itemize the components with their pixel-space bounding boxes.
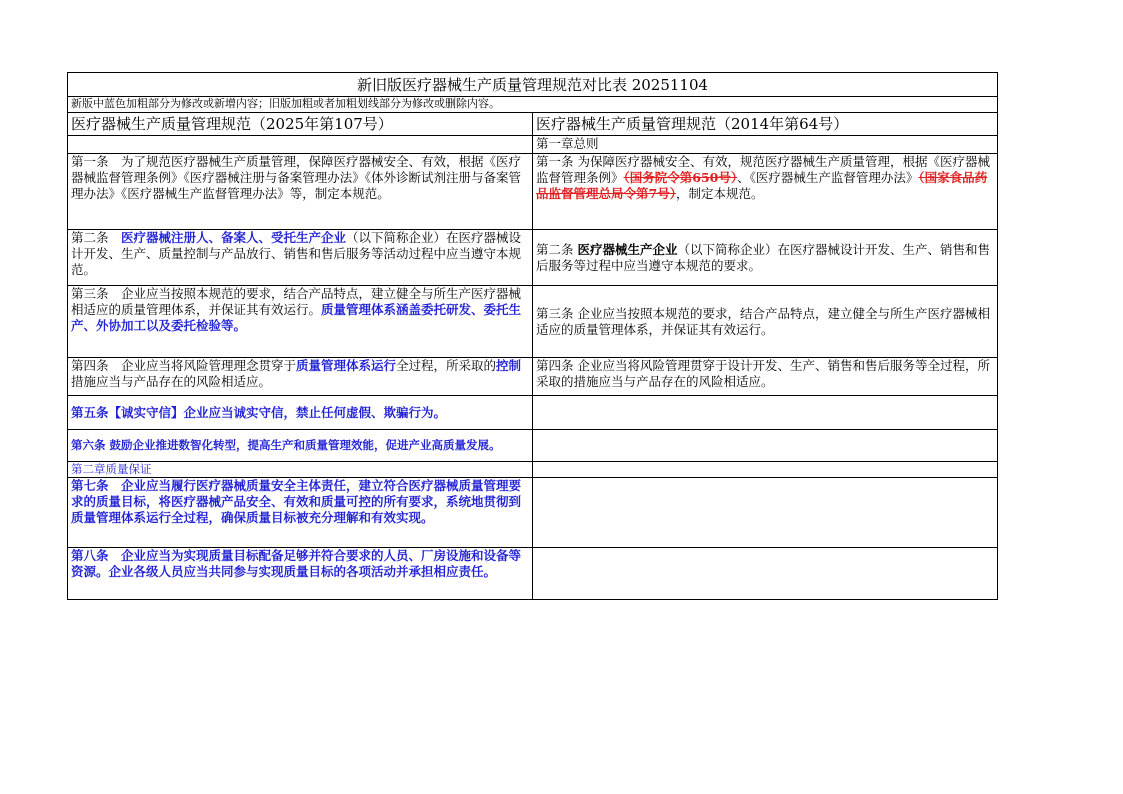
new-article-6: 第六条 鼓励企业推进数智化转型，提高生产和质量管理效能，促进产业高质量发展。 <box>68 430 533 462</box>
old-article-3: 第三条 企业应当按照本规范的要求，结合产品特点，建立健全与所生产医疗器械相适应的质量管理体系，并保证其有效运行。 <box>533 286 998 358</box>
old-empty-cell <box>533 478 998 548</box>
old-chapter1-title: 第一章总则 <box>533 136 998 154</box>
deleted-text: （国务院令第650号） <box>623 170 738 185</box>
new-article-8: 第八条 企业应当为实现质量目标配备足够并符合要求的人员、厂房设施和设备等资源。企业各级人员应当共同参与实现质量目标的各项活动并承担相应责任。 <box>68 548 533 600</box>
new-article-3: 第三条 企业应当按照本规范的要求，结合产品特点，建立健全与所生产医疗器械相适应的质量管理体系，并保证其有效运行。质量管理体系涵盖委托研发、委托生产、外协加工以及委托检验等。 <box>68 286 533 358</box>
modified-text: 质量管理体系运行 <box>296 358 397 373</box>
new-chapter1-cell <box>68 136 533 154</box>
new-article-4: 第四条 企业应当将风险管理理念贯穿于质量管理体系运行全过程，所采取的控制措施应当与产品存在的风险相适应。 <box>68 358 533 396</box>
table-title: 新旧版医疗器械生产质量管理规范对比表 20251104 <box>68 73 998 97</box>
new-article-7: 第七条 企业应当履行医疗器械质量安全主体责任，建立符合医疗器械质量管理要求的质量目标，将医疗器械产品安全、有效和质量可控的所有要求，系统地贯彻到质量管理体系运行全过程，确保质量目标被充分理解和有效实现。 <box>68 478 533 548</box>
new-chapter2-title: 第二章质量保证 <box>68 462 533 478</box>
old-article-1: 第一条 为保障医疗器械安全、有效，规范医疗器械生产质量管理，根据《医疗器械监督管理条例》（国务院令第650号）、《医疗器械生产监督管理办法》（国家食品药品监督管理总局令第7号），制定本规范。 <box>533 154 998 230</box>
comparison-table <box>67 72 998 600</box>
deleted-text: （国家食品药品监督管理总局令第7号） <box>536 170 988 201</box>
new-article-1: 第一条 为了规范医疗器械生产质量管理，保障医疗器械安全、有效，根据《医疗器械监督管理条例》《医疗器械注册与备案管理办法》《体外诊断试剂注册与备案管理办法》《医疗器械生产监督管理办法》等，制定本规范。 <box>68 154 533 230</box>
old-article-2: 第二条 医疗器械生产企业（以下简称企业）在医疗器械设计开发、生产、销售和售后服务等过程中应当遵守本规范的要求。 <box>533 230 998 286</box>
new-article-2: 第二条 医疗器械注册人、备案人、受托生产企业（以下简称企业）在医疗器械设计开发、生产、质量控制与产品放行、销售和售后服务等活动过程中应当遵守本规范。 <box>68 230 533 286</box>
modified-text: 质量管理体系涵盖委托研发、委托生产、外协加工以及委托检验等。 <box>71 302 522 333</box>
old-article-4: 第四条 企业应当将风险管理贯穿于设计开发、生产、销售和售后服务等全过程，所采取的措施应当与产品存在的风险相适应。 <box>533 358 998 396</box>
modified-text: 控制 <box>496 358 522 373</box>
old-empty-cell <box>533 462 998 478</box>
header-old-version: 医疗器械生产质量管理规范（2014年第64号） <box>533 113 998 136</box>
modified-text: 医疗器械注册人、备案人、受托生产企业 <box>121 230 347 245</box>
new-article-5: 第五条【诚实守信】企业应当诚实守信，禁止任何虚假、欺骗行为。 <box>68 396 533 430</box>
old-empty-cell <box>533 548 998 600</box>
legend-note: 新版中蓝色加粗部分为修改或新增内容；旧版加粗或者加粗划线部分为修改或删除内容。 <box>68 97 998 113</box>
header-new-version: 医疗器械生产质量管理规范（2025年第107号） <box>68 113 533 136</box>
old-empty-cell <box>533 430 998 462</box>
modified-old-text: 医疗器械生产企业 <box>577 241 678 257</box>
old-empty-cell <box>533 396 998 430</box>
